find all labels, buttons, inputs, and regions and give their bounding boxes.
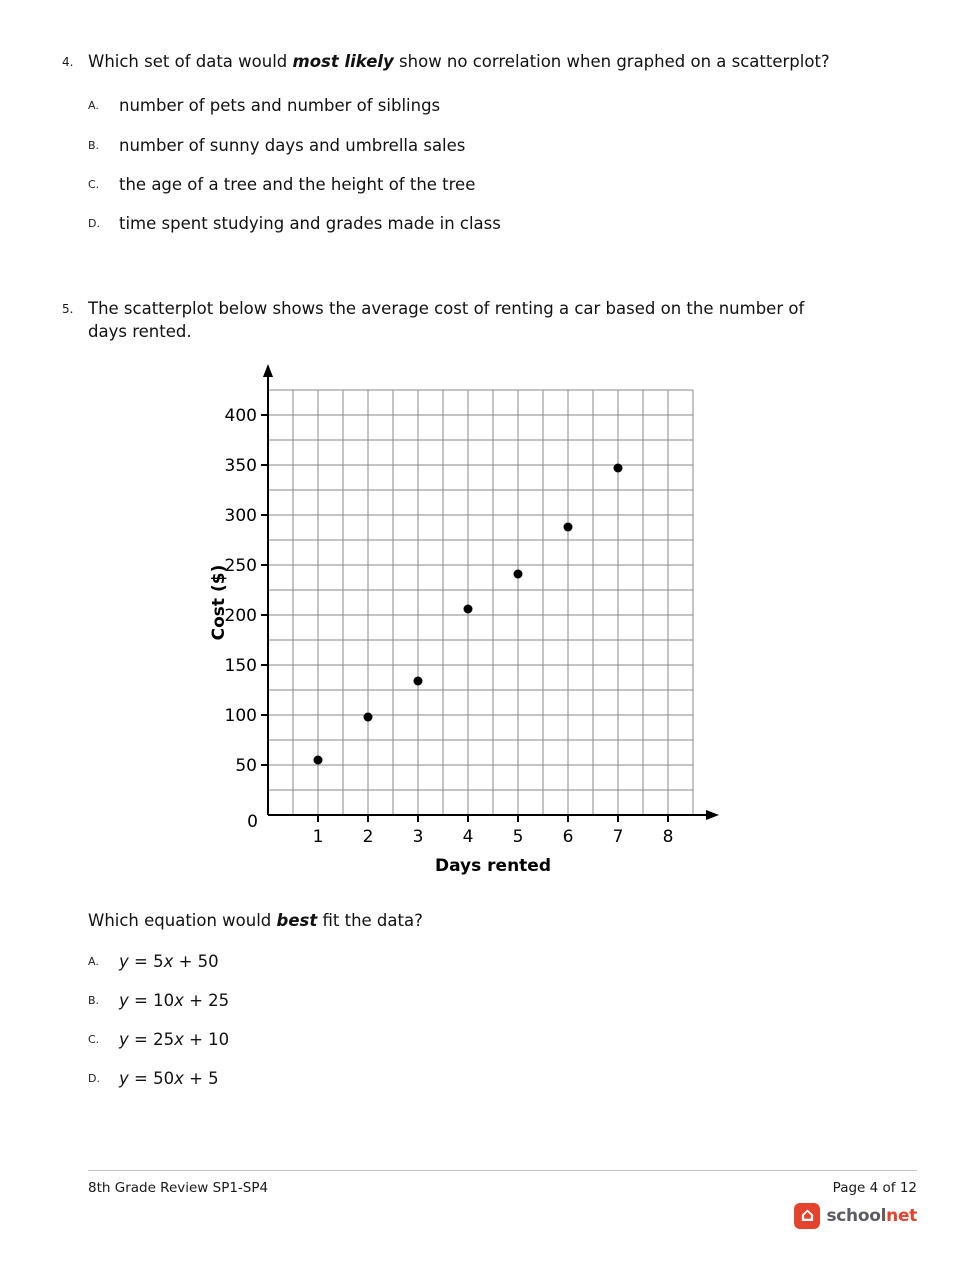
question-5-emphasis: best (276, 910, 318, 930)
footer-doc-title: 8th Grade Review SP1-SP4 (88, 1180, 269, 1196)
svg-text:250: 250 (224, 555, 257, 576)
svg-text:Days rented: Days rented (434, 855, 552, 876)
scatterplot (206, 362, 733, 887)
svg-text:Cost ($): Cost ($) (209, 564, 229, 640)
svg-text:0: 0 (247, 811, 258, 832)
question-5-option-a (88, 950, 844, 973)
question-4-option-a (88, 94, 844, 117)
svg-text:50: 50 (235, 755, 257, 776)
svg-text:100: 100 (224, 705, 257, 726)
question-4-option-c (88, 173, 844, 196)
question-5-option-c (88, 1028, 844, 1051)
svg-text:3: 3 (412, 826, 424, 847)
svg-text:1: 1 (312, 826, 324, 847)
question-5-option-b (88, 989, 844, 1012)
question-5-text: The scatterplot below shows the average cost of renting a car based on the number of days rented. (88, 298, 805, 342)
page-footer (88, 1170, 917, 1226)
question-4-emphasis: most likely (292, 52, 394, 71)
svg-text:7: 7 (612, 826, 624, 847)
question-5-follow-up: Which equation would best fit the data? (88, 910, 423, 930)
option-letter: A. (88, 954, 99, 968)
question-4-text: Which set of data would most likely show no correlation when graphed on a scatterplot? (88, 52, 830, 71)
schoolnet-house-icon: ⌂ (794, 1203, 820, 1229)
footer-page-number: Page 4 of 12 (832, 1180, 917, 1196)
question-5-number: 5. (62, 301, 74, 316)
svg-text:400: 400 (224, 405, 257, 426)
option-text: number of pets and number of siblings (119, 96, 441, 116)
option-letter: C. (88, 1032, 100, 1046)
question-4-option-d (88, 212, 844, 235)
option-equation: y = 25x + 10 (119, 1029, 230, 1049)
schoolnet-logo-text: schoolnet (826, 1206, 917, 1226)
question-5-options (88, 950, 844, 1090)
question-4-option-b (88, 134, 844, 157)
question-4 (62, 0, 929, 251)
option-letter: D. (88, 216, 100, 230)
schoolnet-logo (794, 1203, 917, 1229)
question-5 (62, 297, 929, 1106)
svg-text:8: 8 (662, 826, 674, 847)
option-letter: A. (88, 99, 99, 113)
option-letter: D. (88, 1071, 100, 1085)
svg-text:4: 4 (462, 826, 474, 847)
option-text: number of sunny days and umbrella sales (119, 135, 466, 155)
question-4-options (88, 94, 844, 234)
question-5-option-d (88, 1067, 844, 1090)
svg-text:150: 150 (224, 655, 257, 676)
scatterplot-figure (206, 362, 844, 887)
option-equation: y = 5x + 50 (119, 951, 219, 971)
svg-text:200: 200 (224, 605, 257, 626)
svg-text:350: 350 (224, 455, 257, 476)
option-letter: B. (88, 138, 100, 152)
option-text: the age of a tree and the height of the tree (119, 174, 476, 194)
option-equation: y = 10x + 25 (119, 990, 230, 1010)
option-equation: y = 50x + 5 (119, 1068, 219, 1088)
svg-text:2: 2 (362, 826, 374, 847)
svg-text:6: 6 (562, 826, 574, 847)
svg-text:5: 5 (512, 826, 524, 847)
option-letter: B. (88, 993, 100, 1007)
option-text: time spent studying and grades made in class (119, 213, 501, 233)
question-4-number: 4. (62, 55, 74, 69)
svg-text:300: 300 (224, 505, 257, 526)
option-letter: C. (88, 177, 100, 191)
